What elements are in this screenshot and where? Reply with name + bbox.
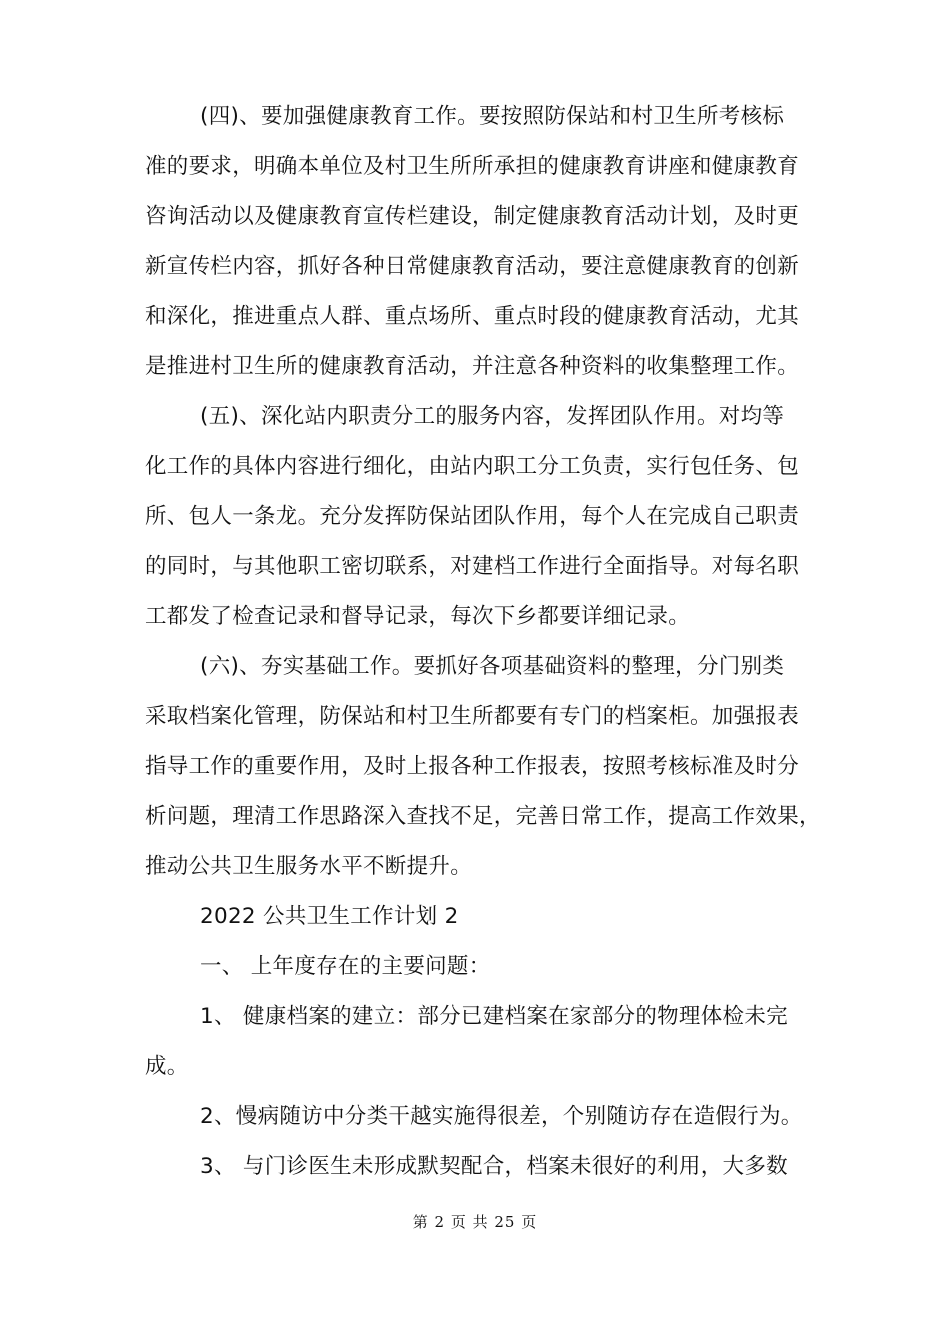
paragraph-line: 咨询活动以及健康教育宣传栏建设，制定健康教育活动计划，及时更 — [145, 204, 800, 229]
paragraph-line: 的同时，与其他职工密切联系，对建档工作进行全面指导。对每名职 — [145, 554, 800, 579]
paragraph-line: 推动公共卫生服务水平不断提升。 — [145, 854, 473, 879]
paragraph-line: 成。 — [145, 1054, 189, 1079]
paragraph-line: 析问题，理清工作思路深入查找不足，完善日常工作，提高工作效果， — [145, 804, 821, 829]
paragraph-line: 2、慢病随访中分类干越实施得很差，个别随访存在造假行为。 — [200, 1104, 803, 1129]
section-heading: 2022 公共卫生工作计划 2 — [200, 904, 459, 929]
paragraph-line: (六)、夯实基础工作。要抓好各项基础资料的整理，分门别类 — [200, 654, 785, 679]
paragraph-line: 工都发了检查记录和督导记录，每次下乡都要详细记录。 — [145, 604, 691, 629]
paragraph-line: 准的要求，明确本单位及村卫生所所承担的健康教育讲座和健康教育 — [145, 154, 800, 179]
paragraph-line: (四)、要加强健康教育工作。要按照防保站和村卫生所考核标 — [200, 104, 785, 129]
paragraph-line: 化工作的具体内容进行细化，由站内职工分工负责，实行包任务、包 — [145, 454, 800, 479]
paragraph-line: 新宣传栏内容，抓好各种日常健康教育活动，要注意健康教育的创新 — [145, 254, 800, 279]
paragraph-line: 和深化，推进重点人群、重点场所、重点时段的健康教育活动，尤其 — [145, 304, 800, 329]
paragraph-line: 是推进村卫生所的健康教育活动，并注意各种资料的收集整理工作。 — [145, 354, 800, 379]
paragraph-line: (五)、深化站内职责分工的服务内容，发挥团队作用。对均等 — [200, 404, 785, 429]
paragraph-line: 1、 健康档案的建立：部分已建档案在家部分的物理体检未完 — [200, 1004, 788, 1029]
section-heading: 一、 上年度存在的主要问题： — [200, 954, 491, 979]
paragraph-line: 指导工作的重要作用，及时上报各种工作报表，按照考核标准及时分 — [145, 754, 800, 779]
paragraph-line: 3、 与门诊医生未形成默契配合，档案未很好的利用，大多数 — [200, 1154, 788, 1179]
paragraph-line: 所、包人一条龙。充分发挥防保站团队作用，每个人在完成自己职责 — [145, 504, 800, 529]
paragraph-line: 采取档案化管理，防保站和村卫生所都要有专门的档案柜。加强报表 — [145, 704, 800, 729]
page-number-footer: 第 2 页 共 25 页 — [412, 1213, 538, 1231]
